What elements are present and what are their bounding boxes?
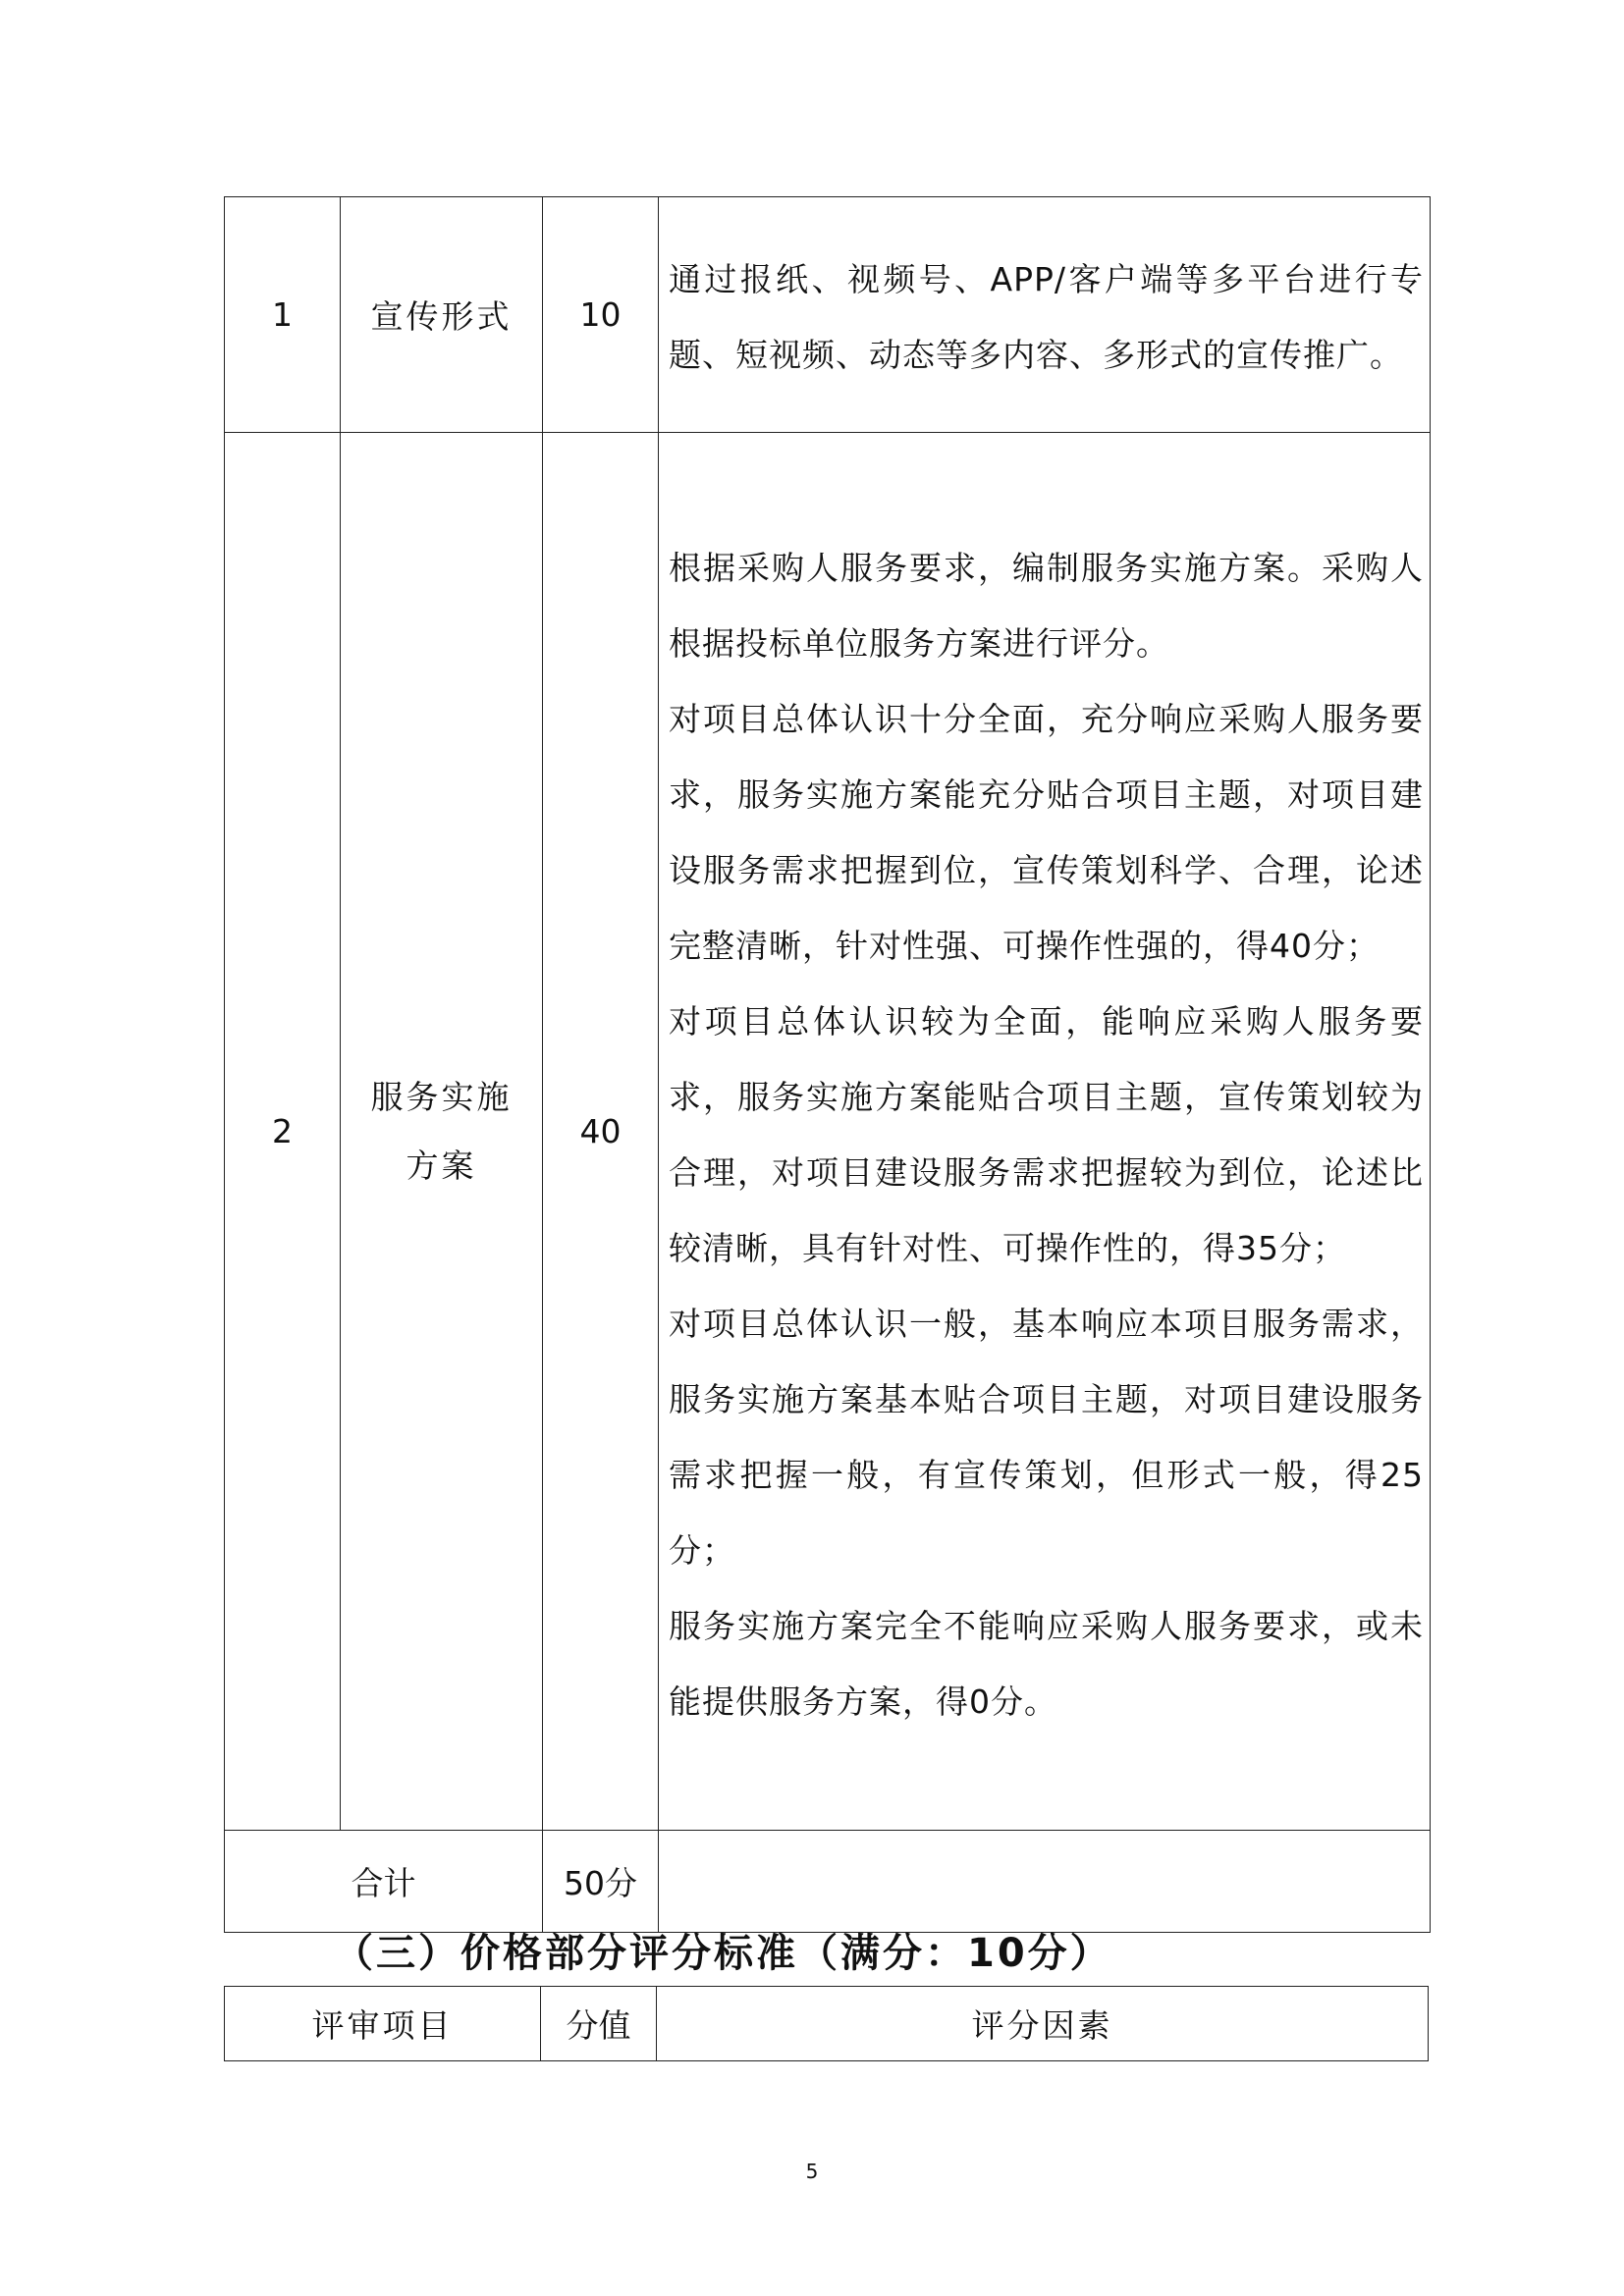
criteria-paragraph: 通过报纸、视频号、APP/客户端等多平台进行专题、短视频、动态等多内容、多形式的宣传推广。 <box>669 259 1424 374</box>
total-label: 合计 <box>225 1831 543 1933</box>
scoring-table <box>224 196 1431 1933</box>
table-header-row <box>225 1987 1429 2061</box>
row-criteria <box>659 197 1431 433</box>
total-score: 50分 <box>543 1831 659 1933</box>
row-score: 40 <box>543 433 659 1831</box>
header-review-item: 评审项目 <box>225 1987 541 2061</box>
row-item: 宣传形式 <box>341 197 543 433</box>
section-title: （三）价格部分评分标准（满分：10分） <box>334 1931 1112 1976</box>
table-total-row <box>225 1831 1431 1933</box>
row-index: 2 <box>225 433 341 1831</box>
row-index: 1 <box>225 197 341 433</box>
total-empty-cell <box>659 1831 1431 1933</box>
row-item: 服务实施方案 <box>341 433 543 1831</box>
table-row <box>225 433 1431 1831</box>
criteria-paragraph: 根据采购人服务要求，编制服务实施方案。采购人根据投标单位服务方案进行评分。 <box>669 548 1424 663</box>
row-criteria <box>659 433 1431 1831</box>
price-table <box>224 1986 1429 2061</box>
header-score: 分值 <box>541 1987 657 2061</box>
header-factors: 评分因素 <box>657 1987 1429 2061</box>
criteria-paragraph: 对项目总体认识一般，基本响应本项目服务需求，服务实施方案基本贴合项目主题，对项目建设服务需求把握一般，有宣传策划，但形式一般，得25分； <box>669 1304 1424 1570</box>
criteria-paragraph: 服务实施方案完全不能响应采购人服务要求，或未能提供服务方案，得0分。 <box>669 1606 1424 1721</box>
criteria-paragraph: 对项目总体认识较为全面，能响应采购人服务要求，服务实施方案能贴合项目主题，宣传策划较为合理，对项目建设服务需求把握较为到位，论述比较清晰，具有针对性、可操作性的，得35分； <box>669 1001 1424 1267</box>
criteria-paragraph: 对项目总体认识十分全面，充分响应采购人服务要求，服务实施方案能充分贴合项目主题，对项目建设服务需求把握到位，宣传策划科学、合理，论述完整清晰，针对性强、可操作性强的，得40分； <box>669 699 1424 965</box>
page-number: 5 <box>805 2160 819 2183</box>
row-score: 10 <box>543 197 659 433</box>
table-row <box>225 197 1431 433</box>
